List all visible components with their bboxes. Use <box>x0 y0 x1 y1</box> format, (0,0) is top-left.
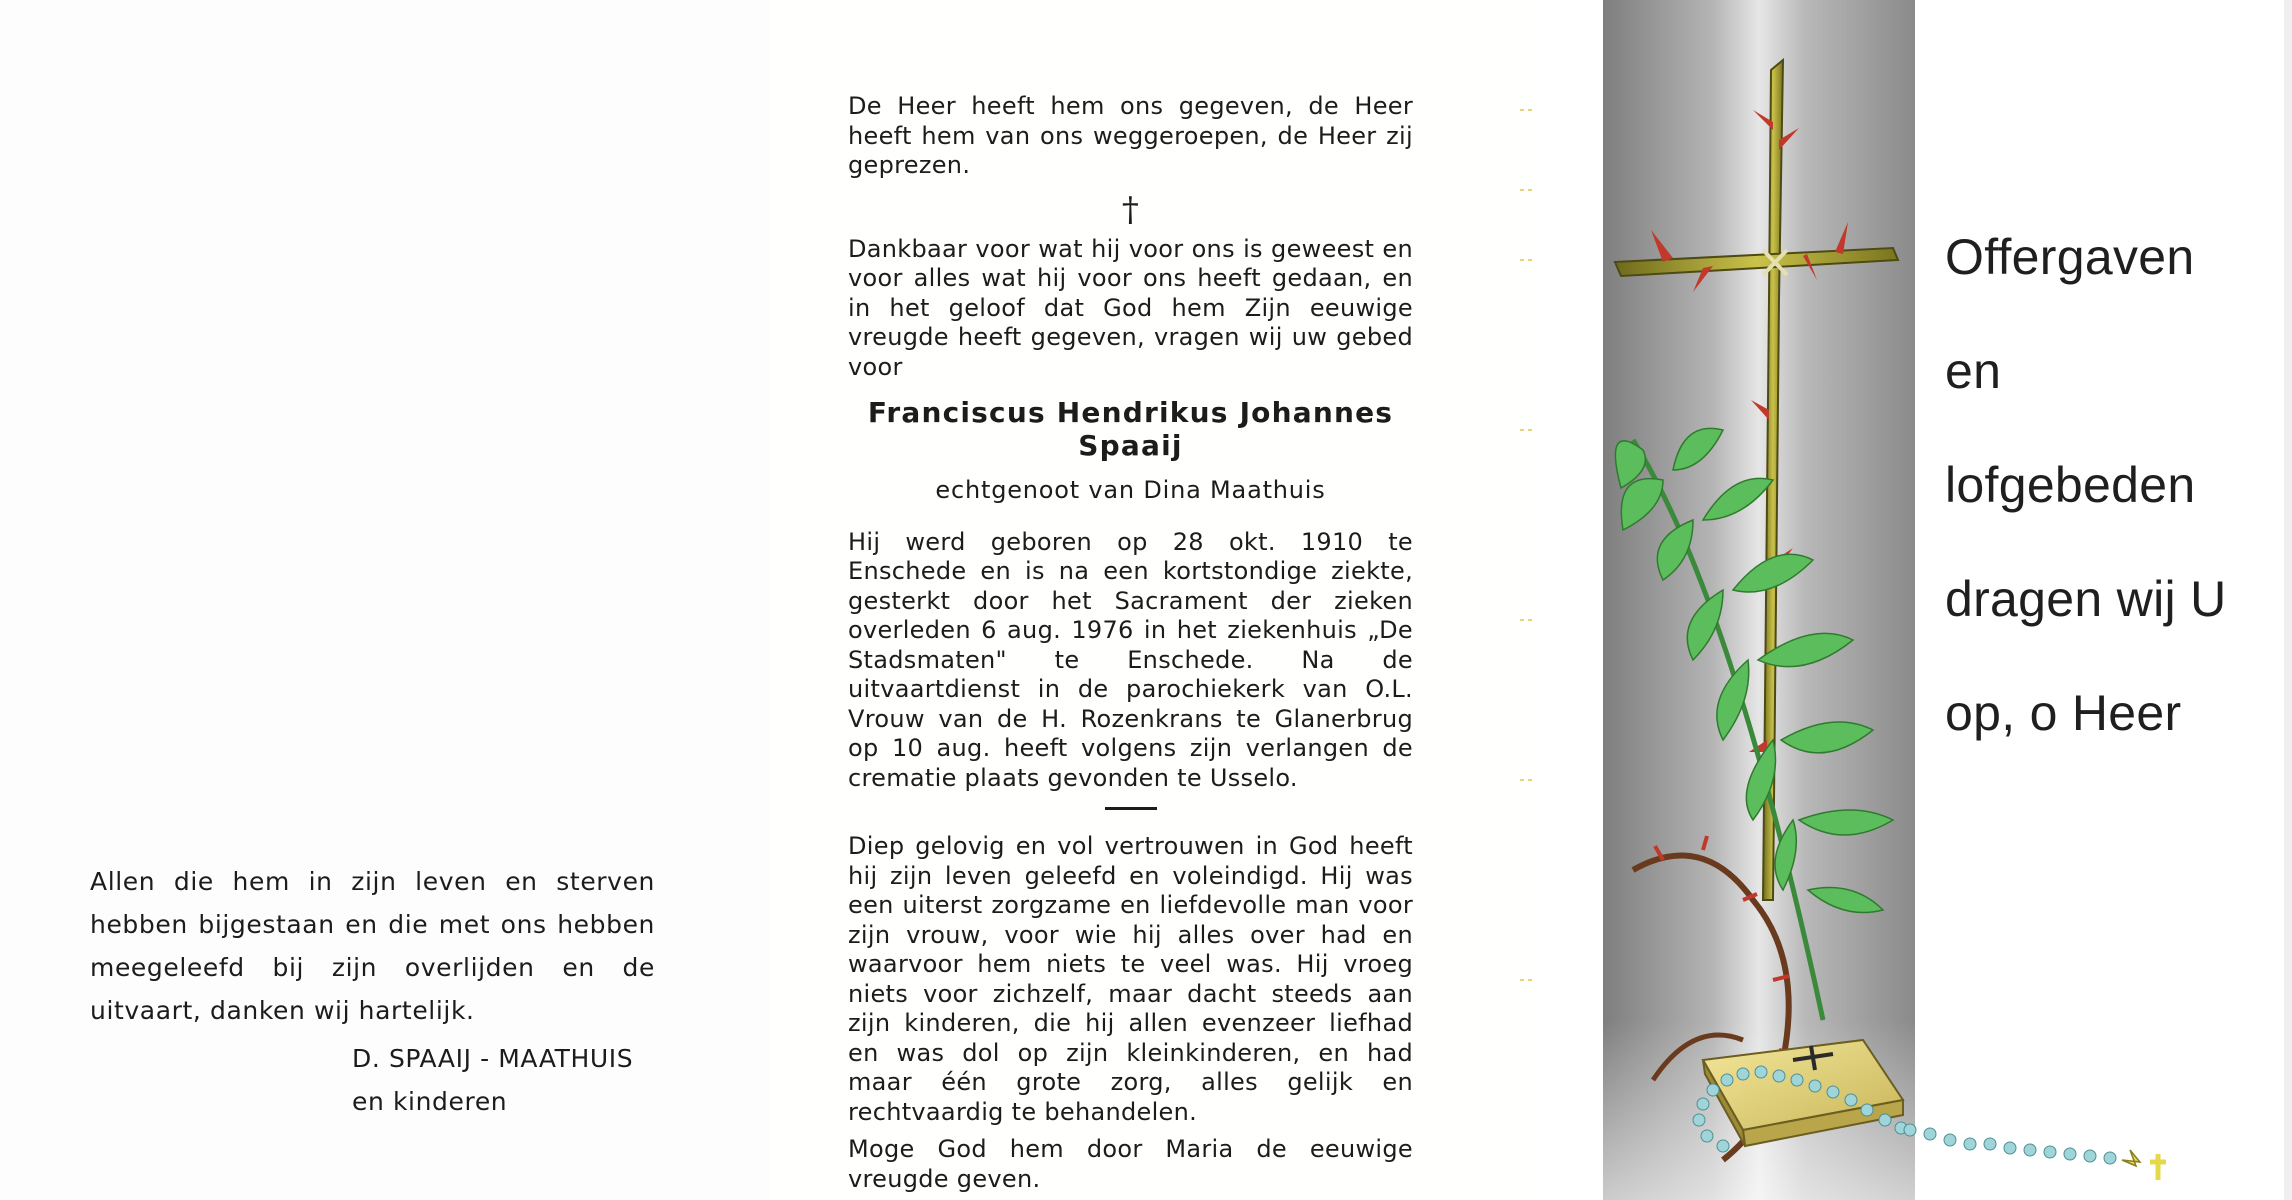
right-panel <box>1540 0 2292 1200</box>
deceased-surname: Spaaij <box>1078 429 1183 462</box>
spouse-line: echtgenoot van Dina Maathuis <box>935 476 1326 504</box>
verse-line: dragen wij U <box>1945 571 2227 627</box>
deceased-name <box>848 396 1413 462</box>
biography-paragraph: Hij werd geboren op 28 okt. 1910 te Enschede en is na een kortstondige ziekte, gesterkt door het Sacrament der zieken overleden 6 aug. 1976 in het ziekenhuis „De Stadsmaten" te Enschede. Na de uitvaartdienst in de parochiekerk van O.L. Vrouw van de H. Rozenkrans te Glanerbrug op 10 aug. heeft volgens zijn verlangen de crematie plaats gevonden te Usselo. <box>848 527 1413 792</box>
signature-block <box>352 1037 633 1123</box>
verse-line: lofgebeden <box>1945 457 2196 513</box>
middle-panel <box>770 0 1540 1200</box>
left-panel <box>0 0 770 1200</box>
deceased-given-names: Franciscus Hendrikus Johannes <box>867 396 1394 429</box>
verse-line: op, o Heer <box>1945 685 2182 741</box>
thanks-text: Allen die hem in zijn leven en sterven hebben bijgestaan en die met ons hebben meegeleefd bij zijn overlijden en de uitvaart, danken wij hartelijk. <box>90 867 655 1025</box>
signature-name: D. SPAAIJ - MAATHUIS <box>352 1044 634 1073</box>
verse-line: en <box>1945 343 2002 399</box>
intro-paragraph: Dankbaar voor wat hij voor ons is geweest en voor alles wat hij voor ons heeft gedaan, en in het geloof dat God hem Zijn eeuwige vreugde heeft gegeven, vragen wij uw gebed voor <box>848 234 1413 381</box>
tribute-paragraph: Diep gelovig en vol vertrouwen in God heeft hij zijn leven geleefd en voleindigd. Hij was een uiterst zorgzame en liefdevolle man voor zijn vrouw, voor wie hij alles over had en waarvoor hem niets te veel was. Hij vroeg niets voor zichzelf, maar dacht steeds aan zijn kinderen, die hij allen evenzeer liefhad en was dol op zijn kleinkinderen, en had maar één grote zorg, alles gelijk en rechtvaardig te behandelen. <box>848 832 1413 1126</box>
text-column <box>848 92 1413 1194</box>
verse-line: Offergaven <box>1945 229 2195 285</box>
scripture-quote: De Heer heeft hem ons gegeven, de Heer heeft hem van ons weggeroepen, de Heer zij geprezen. <box>848 92 1413 179</box>
cross-palm-illustration <box>1603 0 1915 1200</box>
fold-marks <box>1520 0 1540 1200</box>
divider <box>1105 807 1157 810</box>
signature-family: en kinderen <box>352 1087 508 1116</box>
rosary-chain <box>1900 1090 2230 1200</box>
card-edge <box>2284 0 2292 1200</box>
verse-text <box>1945 200 2227 770</box>
closing-prayer: Moge God hem door Maria de eeuwige vreugde geven. <box>848 1135 1413 1193</box>
cross-icon: † <box>1121 189 1140 230</box>
